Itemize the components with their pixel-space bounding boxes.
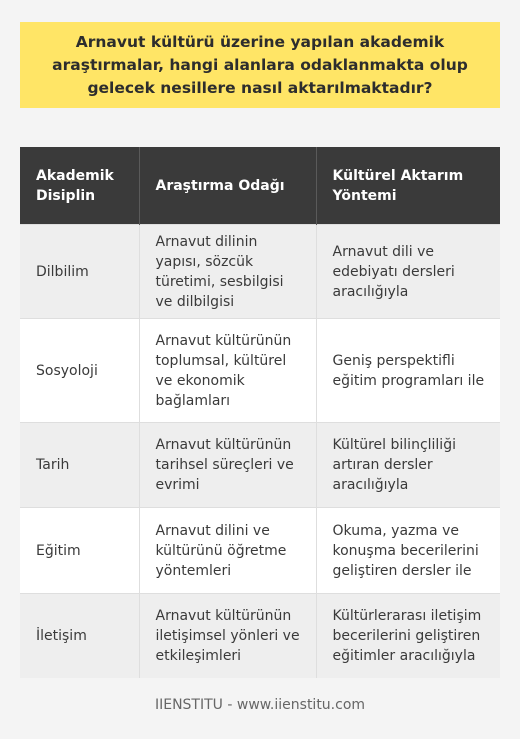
table-header-row bbox=[20, 147, 500, 225]
column-header-discipline: Akademik Disiplin bbox=[20, 147, 139, 225]
table-row bbox=[20, 594, 500, 679]
table-row bbox=[20, 508, 500, 594]
cell-transfer-method: Kültürlerarası iletişim becerilerini geliştiren eğitimler aracılığıyla bbox=[316, 594, 500, 679]
cell-discipline: Eğitim bbox=[20, 508, 139, 594]
cell-discipline: Sosyoloji bbox=[20, 319, 139, 423]
cell-transfer-method: Arnavut dili ve edebiyatı dersleri aracılığıyla bbox=[316, 225, 500, 319]
cell-transfer-method: Kültürel bilinçliliği artıran dersler aracılığıyla bbox=[316, 423, 500, 508]
table-row bbox=[20, 225, 500, 319]
footer-credit: IIENSTITU - www.iienstitu.com bbox=[154, 697, 366, 713]
cell-research-focus: Arnavut kültürünün toplumsal, kültürel ve ekonomik bağlamları bbox=[139, 319, 316, 423]
table-row bbox=[20, 423, 500, 508]
cell-transfer-method: Okuma, yazma ve konuşma becerilerini geliştiren dersler ile bbox=[316, 508, 500, 594]
column-header-research-focus: Araştırma Odağı bbox=[139, 147, 316, 225]
column-header-transfer-method: Kültürel Aktarım Yöntemi bbox=[316, 147, 500, 225]
page-title: Arnavut kültürü üzerine yapılan akademik araştırmalar, hangi alanlara odaklanmakta olup gelecek nesillere nasıl aktarılmaktadır? bbox=[52, 32, 468, 97]
table-row bbox=[20, 319, 500, 423]
cell-research-focus: Arnavut kültürünün iletişimsel yönleri ve etkileşimleri bbox=[139, 594, 316, 679]
cell-transfer-method: Geniş perspektifli eğitim programları ile bbox=[316, 319, 500, 423]
cell-discipline: İletişim bbox=[20, 594, 139, 679]
data-table bbox=[20, 147, 500, 678]
cell-discipline: Tarih bbox=[20, 423, 139, 508]
cell-research-focus: Arnavut kültürünün tarihsel süreçleri ve evrimi bbox=[139, 423, 316, 508]
title-banner bbox=[20, 22, 500, 108]
cell-discipline: Dilbilim bbox=[20, 225, 139, 319]
cell-research-focus: Arnavut dilini ve kültürünü öğretme yöntemleri bbox=[139, 508, 316, 594]
cell-research-focus: Arnavut dilinin yapısı, sözcük türetimi, sesbilgisi ve dilbilgisi bbox=[139, 225, 316, 319]
